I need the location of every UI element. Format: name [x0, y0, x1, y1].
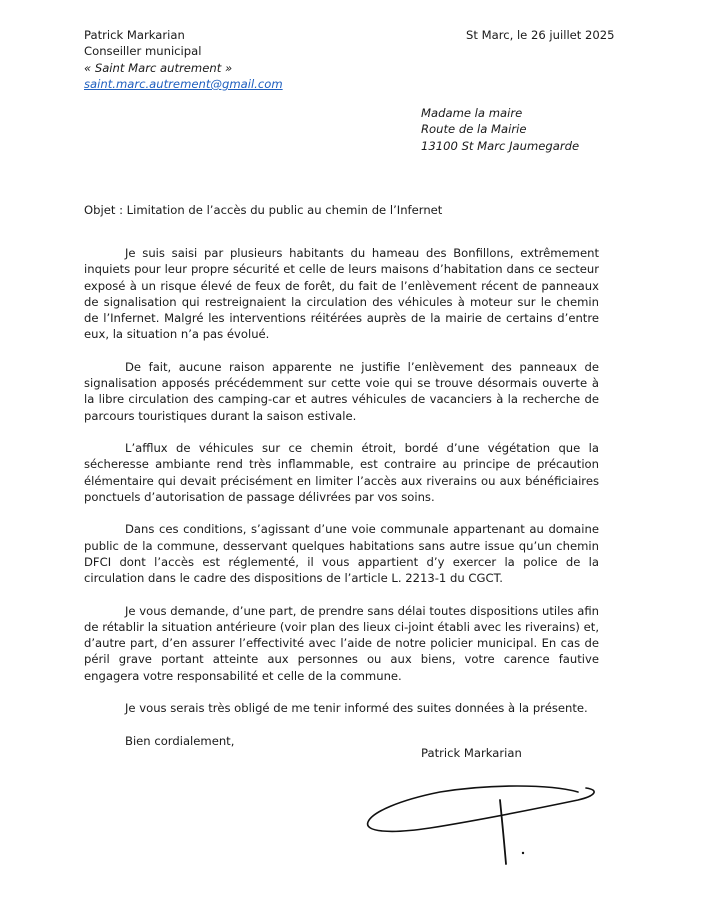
recipient-line-1: Madame la maire: [421, 106, 523, 120]
sender-block: [84, 27, 283, 92]
sender-role: Conseiller municipal: [84, 44, 202, 59]
paragraph-1: Je suis saisi par plusieurs habitants du hameau des Bonfillons, extrêmement inquiets pour leur propre sécurité et celle de leurs maisons d’habitation dans ce secteur exposé à un risque élevé de feux de forêt, du fait de l’enlèvement récent de panneaux de signalisation qui restreignaient la circulation des véhicules à moteur sur le chemin de l’Infernet. Malgré les interventions réitérées auprès de la mairie de certains d’entre eux, la situation n’a pas évolué.: [84, 246, 599, 342]
sender-group: « Saint Marc autrement »: [84, 60, 233, 75]
subject-line: Objet : Limitation de l’accès du public au chemin de l’Infernet: [84, 203, 443, 217]
closing-request: Je vous serais très obligé de me tenir informé des suites données à la présente.: [125, 701, 588, 716]
recipient-line-3: 13100 St Marc Jaumegarde: [421, 138, 580, 153]
recipient-line-2: Route de la Mairie: [421, 122, 527, 137]
paragraph-2: De fait, aucune raison apparente ne justifie l’enlèvement des panneaux de signalisation apposés précédemment sur cette voie qui se trouve désormais ouverte à la libre circulation des camping-car et autres véhicules de vacanciers à la recherche de parcours touristiques durant la saison estivale.: [84, 359, 599, 423]
letter-body: [84, 245, 599, 765]
paragraph-4: Dans ces conditions, s’agissant d’une voie communale appartenant au domaine public de la commune, desservant quelques habitations sans autre issue qu’un chemin DFCI dont l’accès est réglementé, il vous appartient d’y exercer la police de la circulation dans le cadre des dispositions de l’article L. 2213-1 du CGCT.: [84, 522, 599, 586]
place-date: St Marc, le 26 juillet 2025: [466, 28, 615, 42]
sender-email-link[interactable]: saint.marc.autrement@gmail.com: [84, 76, 283, 91]
paragraph-3: L’afflux de véhicules sur ce chemin étroit, bordé d’une végétation que la sécheresse ambiante rend très inflammable, est contraire au principe de précaution élémentaire qui devait précisément en limiter l’accès aux riverains ou aux bénéficiaires ponctuels d’autorisation de passage délivrées par vos soins.: [84, 441, 599, 504]
closing-greeting: Bien cordialement,: [125, 733, 235, 748]
sender-name: Patrick Markarian: [84, 28, 185, 42]
signature-name: Patrick Markarian: [421, 746, 522, 760]
paragraph-5: Je vous demande, d’une part, de prendre sans délai toutes dispositions utiles afin de rétablir la situation antérieure (voir plan des lieux ci-joint établi avec les riverains) et, d’autre part, d’en assurer l’effectivité avec l’aide de notre policier municipal. En cas de péril grave portant atteinte aux personnes ou aux biens, votre carence fautive engagera votre responsabilité et celle de la commune.: [84, 603, 599, 683]
handwritten-signature: [350, 770, 610, 870]
recipient-block: [421, 105, 579, 154]
